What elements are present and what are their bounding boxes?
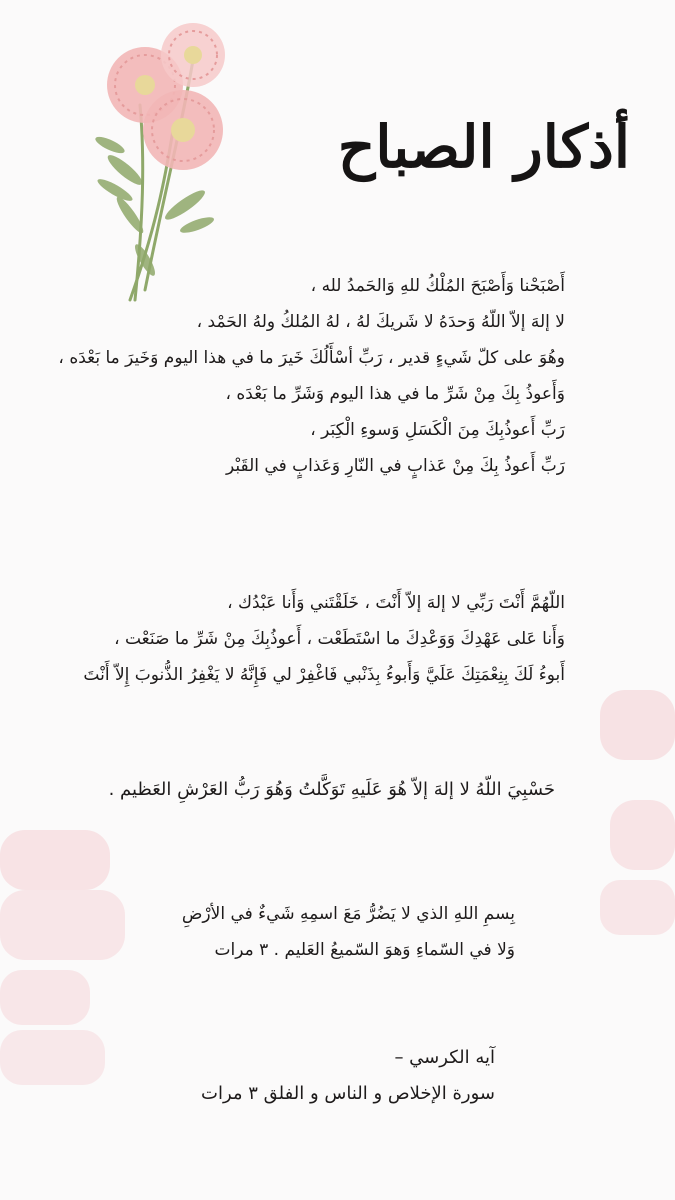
dhikr-line: أَبوءُ لَكَ بِنِعْمَتِكَ عَلَيَّ وَأَبوءُ بِذَنْبي فَاغْفِرْ لي فَإِنَّهُ لا يَغْفِرُ الذُّنوبَ إِلاّ أَنْتَ — [83, 665, 565, 685]
dhikr-line: وَلا في السّماءِ وَهوَ السّميعُ العَليم . ٣ مرات — [214, 940, 515, 960]
dhikr-line: أَصْبَحْنا وَأَصْبَحَ المُلْكُ للهِ وَالحَمدُ لله ، — [310, 276, 565, 296]
dhikr-line: رَبِّ أَعوذُ بِكَ مِنْ عَذابٍ في النّارِ وَعَذابٍ في القَبْر — [226, 456, 565, 476]
dhikr-line: اللّهُمَّ أَنْتَ رَبِّي لا إلهَ إلاّ أَنْتَ ، خَلَقْتَني وَأَنا عَبْدُك ، — [227, 593, 565, 613]
dhikr-line: وَأَنا عَلى عَهْدِكَ وَوَعْدِكَ ما اسْتَطَعْت ، أَعوذُبِكَ مِنْ شَرِّ ما صَنَعْت ، — [114, 629, 565, 649]
dhikr-line: وَأَعوذُ بِكَ مِنْ شَرِّ ما في هذا اليوم وَشَرِّ ما بَعْدَه ، — [225, 384, 565, 404]
dhikr-line: لا إلهَ إلاّ اللّهُ وَحدَهُ لا شَريكَ لهُ ، لهُ المُلكُ ولهُ الحَمْد ، — [196, 312, 565, 332]
daisy-flowers-illustration — [85, 20, 235, 305]
dhikr-section-3 — [55, 772, 555, 808]
page-title: أذكار الصباح — [337, 113, 630, 181]
dhikr-line: رَبِّ أَعوذُبِكَ مِنَ الْكَسَلِ وَسوءِ الْكِبَر ، — [310, 420, 565, 440]
dhikr-section-1 — [25, 268, 565, 484]
dhikr-line: وهُوَ على كلّ شَيءٍ قدير ، رَبِّ أسْأَلُكَ خَيرَ ما في هذا اليوم وَخَيرَ ما بَعْدَه ، — [58, 348, 565, 368]
pink-brush-smudge-right — [600, 690, 675, 950]
dhikr-line: حَسْبِيَ اللّهُ لا إلهَ إلاّ هُوَ عَلَيهِ تَوَكَّلتُ وَهُوَ رَبُّ العَرْشِ العَظيم . — [108, 779, 555, 800]
dhikr-section-4 — [55, 896, 515, 968]
dhikr-line: آيه الكرسي – — [394, 1047, 495, 1068]
dhikr-line: بِسمِ اللهِ الذي لا يَضُرُّ مَعَ اسمِهِ شَيءٌ في الأرْضِ — [181, 904, 515, 924]
dhikr-section-5 — [55, 1040, 495, 1112]
dhikr-line: سورة الإخلاص و الناس و الفلق ٣ مرات — [201, 1083, 495, 1104]
dhikr-section-2 — [25, 585, 565, 693]
